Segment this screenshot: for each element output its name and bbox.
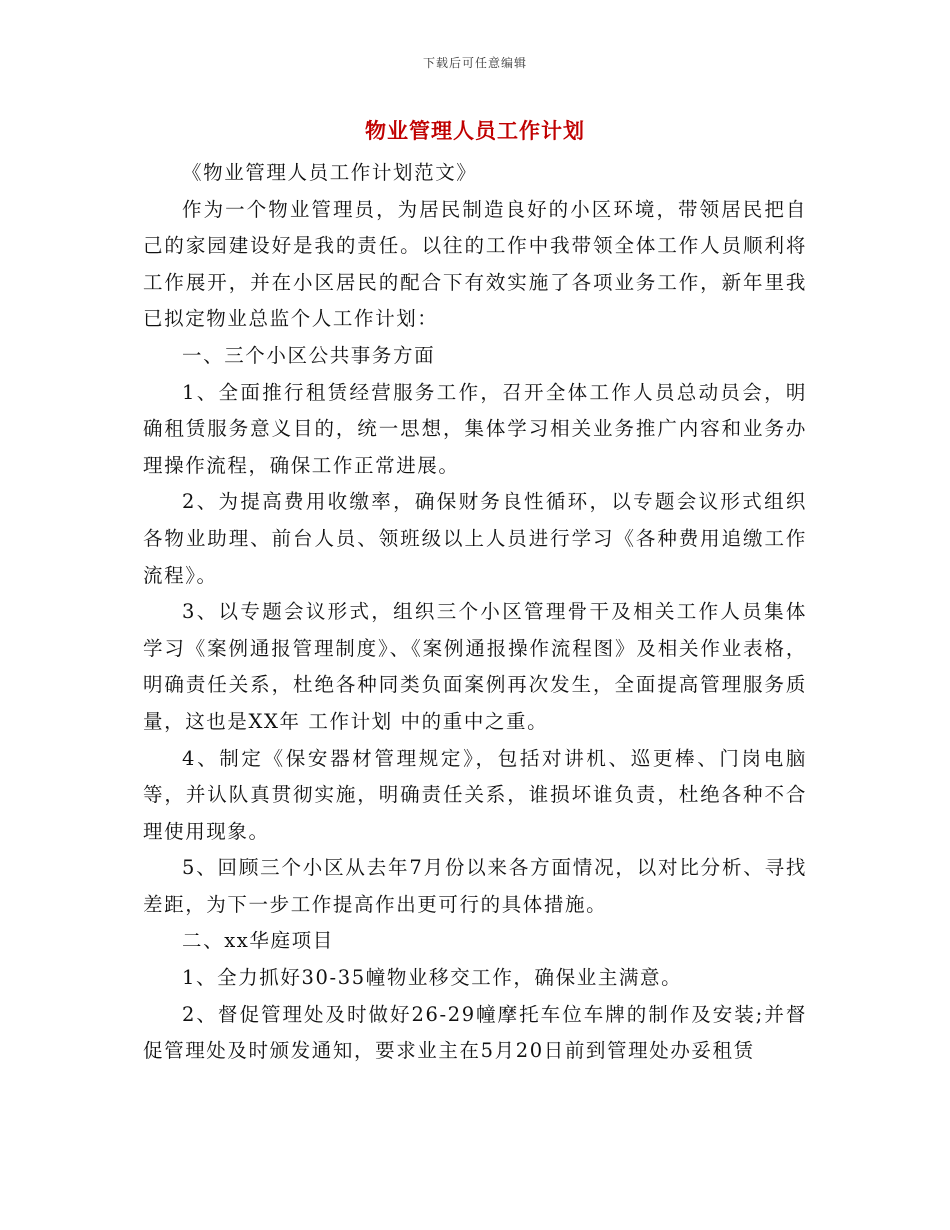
document-title: 物业管理人员工作计划 xyxy=(365,118,585,143)
paragraph-item-3: 3、以专题会议形式，组织三个小区管理骨干及相关工作人员集体学习《案例通报管理制度》、《案例通报操作流程图》及相关作业表格，明确责任关系，杜绝各种同类负面案例再次发生，全面提高管理服务质量，这也是XX年 工作计划 中的重中之重。 xyxy=(143,600,807,733)
paragraph-project-item-2: 2、督促管理处及时做好26-29幢摩托车位车牌的制作及安装;并督促管理处及时颁发通知，要求业主在5月20日前到管理处办妥租赁 xyxy=(143,1002,807,1063)
section-heading-project: 二、xx华庭项目 xyxy=(182,929,334,953)
document-body xyxy=(143,155,807,1070)
paragraph-source-title: 《物业管理人员工作计划范文》 xyxy=(182,161,478,184)
paragraph-project-item-1: 1、全力抓好30-35幢物业移交工作，确保业主满意。 xyxy=(182,966,683,990)
paragraph-intro: 作为一个物业管理员，为居民制造良好的小区环境，带领居民把自己的家园建设好是我的责任。以往的工作中我带领全体工作人员顺利将工作展开，并在小区居民的配合下有效实施了各项业务工作，新年里我已拟定物业总监个人工作计划： xyxy=(143,197,807,331)
paragraph-item-5: 5、回顾三个小区从去年7月份以来各方面情况，以对比分析、寻找差距，为下一步工作提高作出更可行的具体措施。 xyxy=(143,856,807,916)
paragraph-item-4: 4、制定《保安器材管理规定》，包括对讲机、巡更棒、门岗电脑等，并认队真贯彻实施，明确责任关系，谁损坏谁负责，杜绝各种不合理使用现象。 xyxy=(143,746,807,843)
paragraph-item-2: 2、为提高费用收缴率，确保财务良性循环，以专题会议形式组织各物业助理、前台人员、领班级以上人员进行学习《各种费用追缴工作流程》。 xyxy=(143,490,807,587)
section-heading-public-affairs: 一、三个小区公共事务方面 xyxy=(182,343,436,367)
header-note: 下载后可任意编辑 xyxy=(422,56,527,70)
paragraph-item-1: 1、全面推行租赁经营服务工作，召开全体工作人员总动员会，明确租赁服务意义目的，统一思想，集体学习相关业务推广内容和业务办理操作流程，确保工作正常进展。 xyxy=(143,380,807,477)
